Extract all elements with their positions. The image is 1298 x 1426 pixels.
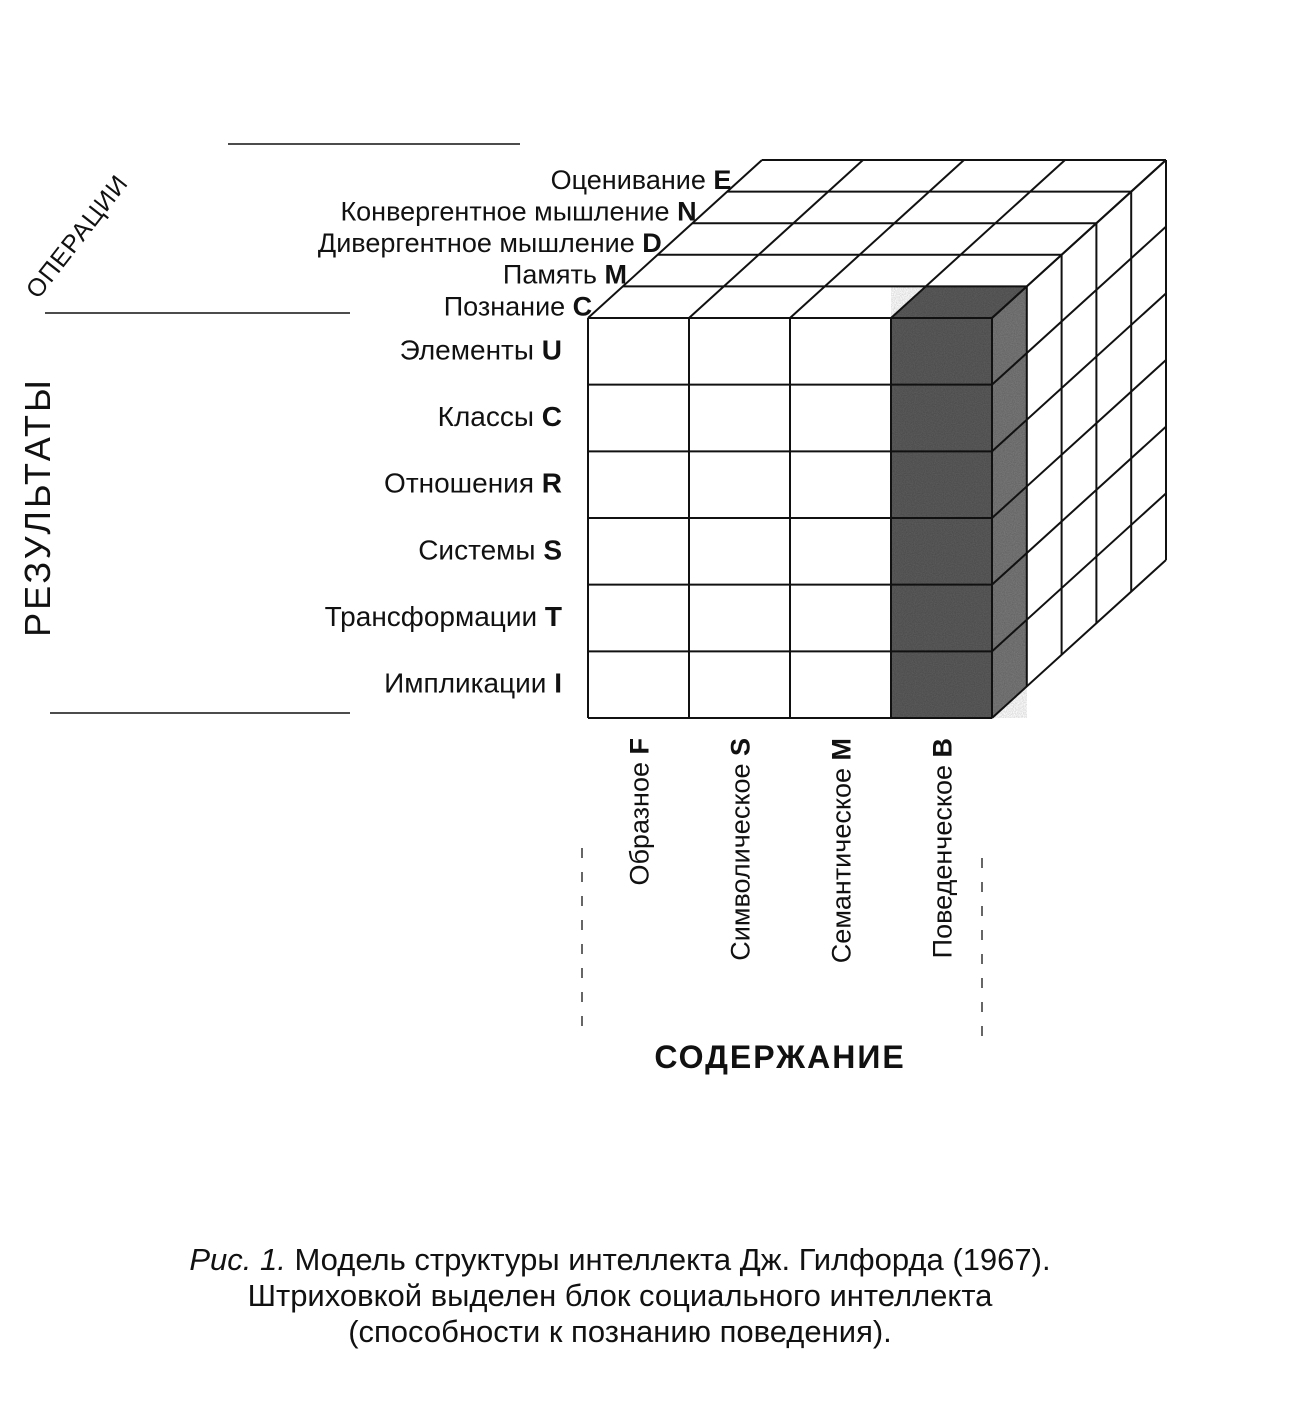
result-label: [325, 601, 562, 632]
operation-label-code: M: [604, 259, 627, 290]
content-label: [726, 738, 756, 961]
result-label: [438, 401, 562, 432]
operation-label-code: D: [642, 228, 662, 259]
operation-label: [444, 291, 592, 321]
content-axis-title: СОДЕРЖАНИЕ: [654, 1039, 906, 1075]
caption-line-1-text: Модель структуры интеллекта Дж. Гилфорда (1967).: [294, 1242, 1051, 1277]
operation-label-text: Познание: [443, 291, 573, 322]
highlight-texture: [891, 286, 1027, 718]
content-labels: [625, 738, 958, 963]
operation-label-text: Оценивание: [550, 164, 714, 195]
caption-figure-number: Рис. 1.: [189, 1242, 286, 1277]
operation-label-text: Память: [502, 259, 605, 290]
result-label-code: C: [541, 401, 562, 432]
result-label-code: R: [541, 467, 562, 499]
result-label-code: S: [543, 534, 562, 566]
result-label-text: Системы: [418, 534, 544, 566]
result-label-text: Элементы: [399, 334, 542, 366]
result-label: [418, 534, 562, 565]
result-label: [384, 468, 562, 499]
operation-label-text: Конвергентное мышление: [340, 196, 678, 227]
result-labels: [325, 334, 562, 698]
results-axis-title: РЕЗУЛЬТАТЫ: [17, 377, 58, 637]
figure-caption: [40, 1242, 1200, 1350]
operation-label: [318, 228, 662, 258]
operation-label: [340, 196, 696, 226]
result-label: [400, 334, 562, 365]
caption-line-2: Штриховкой выделен блок социального интеллекта: [247, 1278, 993, 1313]
operation-label-code: C: [572, 291, 593, 322]
content-label-code: S: [725, 738, 756, 757]
result-label-text: Отношения: [384, 467, 542, 499]
content-label-text: Символическое: [725, 756, 756, 961]
caption-line-1: [40, 1242, 1200, 1278]
operation-label-code: E: [713, 164, 732, 195]
content-label-code: M: [826, 738, 857, 761]
content-label-code: B: [927, 738, 958, 758]
content-label-text: Семантическое: [826, 760, 857, 964]
content-label-code: F: [624, 738, 655, 755]
content-label: [625, 738, 655, 886]
result-label-text: Импликации: [384, 667, 555, 699]
result-label: [384, 668, 562, 699]
result-label-code: T: [544, 601, 562, 632]
result-label-code: I: [554, 667, 562, 699]
cube: [588, 160, 1166, 718]
caption-line-3: (способности к познанию поведения).: [348, 1314, 892, 1349]
content-label: [827, 738, 857, 963]
operation-label-text: Дивергентное мышление: [317, 228, 643, 259]
content-label: [928, 738, 958, 958]
result-label-code: U: [541, 334, 562, 366]
result-label-text: Трансформации: [324, 601, 545, 632]
operation-label: [503, 260, 627, 290]
operation-label: [551, 165, 732, 195]
operations-axis-title: ОПЕРАЦИИ: [20, 169, 134, 304]
result-label-text: Классы: [437, 401, 542, 432]
content-label-text: Образное: [624, 754, 655, 886]
content-label-text: Поведенческое: [927, 757, 958, 959]
operation-label-code: N: [677, 196, 697, 227]
